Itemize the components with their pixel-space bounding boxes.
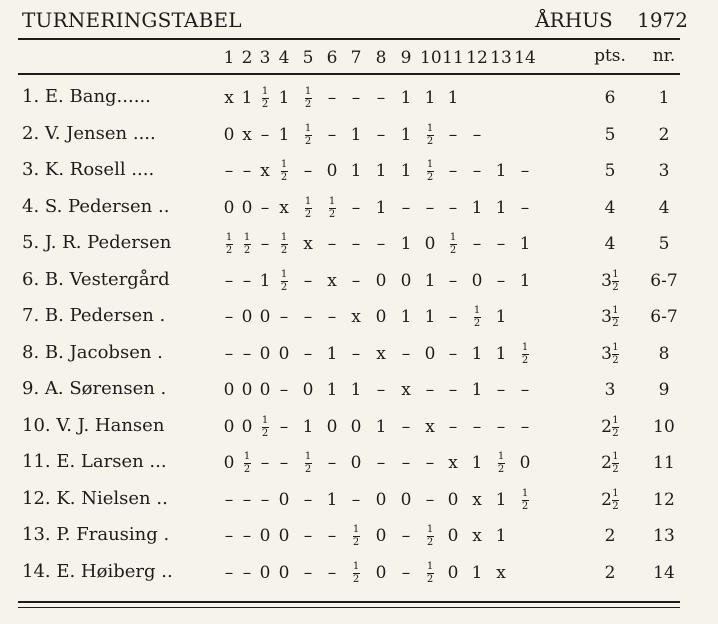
player-name: 7. B. Pedersen . bbox=[22, 305, 166, 326]
result-cell: – bbox=[448, 270, 458, 291]
result-cell: $\frac{1}{2}$ bbox=[449, 232, 457, 256]
result-cell: 0 bbox=[375, 526, 387, 546]
result-cell: 0 bbox=[447, 489, 459, 510]
result-cell: 1 bbox=[495, 161, 507, 181]
result-cell: 0 bbox=[278, 562, 290, 583]
result-cell: – bbox=[224, 307, 234, 327]
result-cell: – bbox=[401, 562, 411, 583]
result-cell: 0 bbox=[447, 526, 459, 546]
result-cell: $\frac{1}{2}$ bbox=[304, 86, 312, 110]
column-number: 9 bbox=[400, 48, 412, 68]
result-cell: 1 bbox=[350, 380, 362, 400]
result-cell: – bbox=[401, 526, 411, 546]
result-cell: – bbox=[448, 161, 458, 181]
result-cell: 0 bbox=[259, 526, 271, 546]
player-name: 5. J. R. Pedersen bbox=[22, 232, 172, 253]
table-row bbox=[0, 409, 718, 445]
result-cell: – bbox=[472, 124, 482, 145]
result-cell: 0 bbox=[519, 453, 531, 473]
result-cell: $\frac{1}{2}$ bbox=[426, 524, 434, 548]
result-cell: 0 bbox=[375, 307, 387, 327]
result-cell: 1 bbox=[471, 343, 483, 364]
points-value: 3 $\frac{1}{2}$ bbox=[601, 268, 619, 293]
result-cell: 1 bbox=[326, 343, 338, 364]
year: 1972 bbox=[637, 8, 688, 32]
result-cell: – bbox=[425, 489, 435, 510]
points-value: 2 $\frac{1}{2}$ bbox=[601, 451, 619, 475]
result-cell: 0 bbox=[326, 161, 338, 181]
column-number: 7 bbox=[350, 48, 362, 68]
result-cell: – bbox=[448, 380, 458, 400]
result-cell: $\frac{1}{2}$ bbox=[280, 268, 288, 293]
result-cell: – bbox=[327, 234, 337, 254]
result-cell: 1 bbox=[375, 416, 387, 437]
result-cell: – bbox=[448, 124, 458, 145]
result-cell: – bbox=[520, 197, 530, 218]
result-cell: 0 bbox=[241, 416, 253, 437]
table-row bbox=[0, 372, 718, 408]
result-cell: 0 bbox=[350, 416, 362, 437]
result-cell: – bbox=[242, 270, 252, 291]
player-name: 3. K. Rosell .... bbox=[22, 159, 155, 180]
points-value: 3 $\frac{1}{2}$ bbox=[601, 341, 619, 366]
result-cell: – bbox=[242, 489, 252, 510]
result-cell: 0 bbox=[424, 234, 436, 254]
nr-header: nr. bbox=[652, 46, 676, 66]
header-rule bbox=[18, 73, 680, 75]
result-cell: 0 bbox=[278, 489, 290, 510]
result-cell: – bbox=[351, 88, 361, 108]
result-cell: 1 bbox=[495, 197, 507, 218]
result-cell: – bbox=[376, 124, 386, 145]
points-value: 6 bbox=[604, 88, 616, 108]
result-cell: – bbox=[224, 526, 234, 546]
result-cell: – bbox=[425, 197, 435, 218]
result-cell: – bbox=[520, 380, 530, 400]
result-cell: 0 bbox=[223, 124, 235, 145]
result-cell: $\frac{1}{2}$ bbox=[243, 232, 251, 256]
result-cell: – bbox=[260, 197, 270, 218]
result-cell: x bbox=[260, 161, 270, 181]
table-row bbox=[0, 153, 718, 189]
result-cell: $\frac{1}{2}$ bbox=[473, 305, 481, 329]
result-cell: 1 bbox=[326, 489, 338, 510]
result-cell: x bbox=[376, 343, 386, 364]
points-value: 4 bbox=[604, 197, 616, 218]
result-cell: – bbox=[401, 453, 411, 473]
result-cell: – bbox=[425, 380, 435, 400]
result-cell: 1 bbox=[326, 380, 338, 400]
player-name: 14. E. Høiberg .. bbox=[22, 560, 173, 582]
result-cell: – bbox=[303, 343, 313, 364]
player-name: 8. B. Jacobsen . bbox=[22, 341, 163, 363]
result-cell: 0 bbox=[259, 380, 271, 400]
table-row bbox=[0, 299, 718, 335]
result-cell: – bbox=[224, 489, 234, 510]
result-cell: $\frac{1}{2}$ bbox=[261, 414, 269, 439]
result-cell: 1 bbox=[495, 526, 507, 546]
result-cell: $\frac{1}{2}$ bbox=[304, 122, 312, 147]
result-cell: x bbox=[472, 489, 482, 510]
result-cell: x bbox=[351, 307, 361, 327]
table-row bbox=[0, 445, 718, 481]
result-cell: – bbox=[242, 343, 252, 364]
result-cell: x bbox=[303, 234, 313, 254]
result-cell: 1 bbox=[471, 380, 483, 400]
result-cell: – bbox=[327, 562, 337, 583]
rank-value: 5 bbox=[658, 234, 670, 254]
result-cell: 0 bbox=[326, 416, 338, 437]
result-cell: 1 bbox=[278, 124, 290, 145]
result-cell: – bbox=[401, 343, 411, 364]
result-cell: x bbox=[425, 416, 435, 437]
table-title: TURNERINGSTABEL bbox=[22, 8, 242, 32]
result-cell: x bbox=[279, 197, 289, 218]
result-cell: 1 bbox=[471, 197, 483, 218]
rank-value: 9 bbox=[658, 380, 670, 400]
result-cell: 0 bbox=[400, 489, 412, 510]
result-cell: – bbox=[303, 161, 313, 181]
player-name: 13. P. Frausing . bbox=[22, 524, 170, 545]
result-cell: $\frac{1}{2}$ bbox=[352, 524, 360, 548]
table-row bbox=[0, 80, 718, 116]
result-cell: – bbox=[224, 562, 234, 583]
result-cell: x bbox=[472, 526, 482, 546]
result-cell: $\frac{1}{2}$ bbox=[280, 159, 288, 183]
column-number: 11 bbox=[442, 48, 464, 68]
result-cell: $\frac{1}{2}$ bbox=[521, 341, 529, 366]
result-cell: 1 bbox=[424, 88, 436, 108]
result-cell: $\frac{1}{2}$ bbox=[304, 451, 312, 475]
rank-value: 6-7 bbox=[650, 307, 678, 327]
result-cell: $\frac{1}{2}$ bbox=[304, 195, 312, 220]
points-value: 2 bbox=[604, 526, 616, 546]
result-cell: 0 bbox=[375, 489, 387, 510]
result-cell: 1 bbox=[400, 161, 412, 181]
result-cell: – bbox=[260, 489, 270, 510]
result-cell: – bbox=[520, 416, 530, 437]
result-cell: 0 bbox=[375, 270, 387, 291]
result-cell: – bbox=[279, 380, 289, 400]
result-cell: – bbox=[472, 234, 482, 254]
table-row bbox=[0, 518, 718, 554]
result-cell: 0 bbox=[259, 562, 271, 583]
result-cell: – bbox=[448, 307, 458, 327]
result-cell: – bbox=[260, 124, 270, 145]
result-cell: $\frac{1}{2}$ bbox=[426, 560, 434, 585]
column-number: 14 bbox=[514, 48, 536, 68]
column-number: 8 bbox=[375, 48, 387, 68]
result-cell: – bbox=[351, 234, 361, 254]
result-cell: $\frac{1}{2}$ bbox=[225, 232, 233, 256]
table-row bbox=[0, 263, 718, 299]
player-name: 2. V. Jensen .... bbox=[22, 122, 156, 144]
result-cell: – bbox=[242, 562, 252, 583]
result-cell: x bbox=[242, 124, 252, 145]
bottom-rule-thin bbox=[18, 607, 680, 608]
column-number: 12 bbox=[466, 48, 488, 68]
player-name: 10. V. J. Hansen bbox=[22, 414, 165, 436]
points-value: 4 bbox=[604, 234, 616, 254]
result-cell: $\frac{1}{2}$ bbox=[426, 122, 434, 147]
result-cell: – bbox=[260, 453, 270, 473]
rank-value: 2 bbox=[658, 124, 670, 145]
table-row bbox=[0, 482, 718, 518]
table-row bbox=[0, 190, 718, 226]
result-cell: 1 bbox=[471, 453, 483, 473]
player-name: 6. B. Vestergård bbox=[22, 268, 170, 290]
bottom-rule bbox=[18, 601, 680, 603]
top-rule bbox=[18, 38, 680, 40]
column-number: 10 bbox=[420, 48, 442, 68]
result-cell: – bbox=[472, 416, 482, 437]
result-cell: $\frac{1}{2}$ bbox=[352, 560, 360, 585]
rank-value: 10 bbox=[653, 416, 675, 437]
points-value: 5 bbox=[604, 124, 616, 145]
result-cell: 0 bbox=[302, 380, 314, 400]
result-cell: 0 bbox=[375, 562, 387, 583]
result-cell: – bbox=[376, 88, 386, 108]
result-cell: 1 bbox=[495, 307, 507, 327]
result-cell: 0 bbox=[447, 562, 459, 583]
rank-value: 14 bbox=[653, 562, 675, 583]
result-cell: – bbox=[327, 124, 337, 145]
result-cell: – bbox=[303, 562, 313, 583]
result-cell: 1 bbox=[424, 307, 436, 327]
points-value: 2 $\frac{1}{2}$ bbox=[601, 487, 619, 512]
rank-value: 8 bbox=[658, 343, 670, 364]
result-cell: 1 bbox=[400, 124, 412, 145]
result-cell: – bbox=[401, 197, 411, 218]
result-cell: 1 bbox=[471, 562, 483, 583]
result-cell: – bbox=[327, 88, 337, 108]
player-name: 1. E. Bang...... bbox=[22, 86, 151, 107]
result-cell: x bbox=[401, 380, 411, 400]
result-cell: 0 bbox=[278, 343, 290, 364]
result-cell: – bbox=[351, 489, 361, 510]
result-cell: $\frac{1}{2}$ bbox=[521, 487, 529, 512]
table-row bbox=[0, 117, 718, 153]
player-name: 12. K. Nielsen .. bbox=[22, 487, 168, 509]
result-cell: $\frac{1}{2}$ bbox=[280, 232, 288, 256]
points-value: 5 bbox=[604, 161, 616, 181]
result-cell: – bbox=[425, 453, 435, 473]
column-number: 4 bbox=[278, 48, 290, 68]
result-cell: $\frac{1}{2}$ bbox=[426, 159, 434, 183]
result-cell: x bbox=[496, 562, 506, 583]
result-cell: x bbox=[327, 270, 337, 291]
result-cell: $\frac{1}{2}$ bbox=[243, 451, 251, 475]
result-cell: – bbox=[376, 234, 386, 254]
result-cell: $\frac{1}{2}$ bbox=[497, 451, 505, 475]
result-cell: 1 bbox=[375, 197, 387, 218]
result-cell: 0 bbox=[241, 380, 253, 400]
result-cell: – bbox=[520, 161, 530, 181]
rank-value: 4 bbox=[658, 197, 670, 218]
result-cell: – bbox=[448, 197, 458, 218]
title-location-year bbox=[517, 8, 688, 32]
result-cell: 1 bbox=[495, 343, 507, 364]
result-cell: 1 bbox=[350, 124, 362, 145]
result-cell: – bbox=[242, 526, 252, 546]
rank-value: 6-7 bbox=[650, 270, 678, 291]
result-cell: x bbox=[224, 88, 234, 108]
result-cell: 1 bbox=[424, 270, 436, 291]
title-row bbox=[18, 8, 688, 34]
result-cell: 1 bbox=[302, 416, 314, 437]
result-cell: – bbox=[376, 380, 386, 400]
points-value: 3 $\frac{1}{2}$ bbox=[601, 305, 619, 329]
result-cell: – bbox=[303, 270, 313, 291]
result-cell: 0 bbox=[400, 270, 412, 291]
result-cell: 1 bbox=[519, 234, 531, 254]
result-cell: – bbox=[472, 161, 482, 181]
result-cell: 1 bbox=[259, 270, 271, 291]
result-cell: 1 bbox=[519, 270, 531, 291]
rank-value: 3 bbox=[658, 161, 670, 181]
rank-value: 1 bbox=[658, 88, 670, 108]
rank-value: 11 bbox=[653, 453, 675, 473]
city: ÅRHUS bbox=[535, 8, 613, 32]
column-number: 3 bbox=[259, 48, 271, 68]
result-cell: 0 bbox=[223, 416, 235, 437]
result-cell: $\frac{1}{2}$ bbox=[328, 195, 336, 220]
rank-value: 12 bbox=[653, 489, 675, 510]
column-number: 13 bbox=[490, 48, 512, 68]
result-cell: 0 bbox=[241, 307, 253, 327]
result-cell: 0 bbox=[424, 343, 436, 364]
result-cell: 0 bbox=[471, 270, 483, 291]
pts-header: pts. bbox=[594, 46, 626, 66]
result-cell: – bbox=[279, 307, 289, 327]
result-cell: – bbox=[303, 307, 313, 327]
column-number: 1 bbox=[223, 48, 235, 68]
rank-value: 13 bbox=[653, 526, 675, 546]
result-cell: – bbox=[224, 343, 234, 364]
result-cell: 1 bbox=[278, 88, 290, 108]
result-cell: – bbox=[224, 270, 234, 291]
result-cell: – bbox=[327, 307, 337, 327]
points-value: 3 bbox=[604, 380, 616, 400]
result-cell: x bbox=[448, 453, 458, 473]
result-cell: – bbox=[327, 453, 337, 473]
result-cell: – bbox=[448, 416, 458, 437]
result-cell: – bbox=[376, 453, 386, 473]
result-cell: – bbox=[279, 453, 289, 473]
result-cell: 1 bbox=[400, 307, 412, 327]
result-cell: 1 bbox=[350, 161, 362, 181]
points-value: 2 $\frac{1}{2}$ bbox=[601, 414, 619, 439]
result-cell: 1 bbox=[400, 88, 412, 108]
player-name: 4. S. Pedersen .. bbox=[22, 195, 170, 217]
result-cell: – bbox=[496, 416, 506, 437]
result-cell: 0 bbox=[350, 453, 362, 473]
result-cell: 0 bbox=[223, 197, 235, 218]
points-value: 2 bbox=[604, 562, 616, 583]
player-name: 11. E. Larsen ... bbox=[22, 451, 167, 472]
result-cell: – bbox=[496, 234, 506, 254]
result-cell: – bbox=[496, 380, 506, 400]
result-cell: 0 bbox=[259, 307, 271, 327]
result-cell: – bbox=[401, 416, 411, 437]
table-row bbox=[0, 226, 718, 262]
table-row bbox=[0, 336, 718, 372]
result-cell: – bbox=[496, 270, 506, 291]
result-cell: – bbox=[351, 197, 361, 218]
result-cell: – bbox=[279, 416, 289, 437]
column-number: 2 bbox=[241, 48, 253, 68]
result-cell: 1 bbox=[241, 88, 253, 108]
table-row bbox=[0, 555, 718, 591]
result-cell: 0 bbox=[278, 526, 290, 546]
column-number: 6 bbox=[326, 48, 338, 68]
result-cell: 0 bbox=[241, 197, 253, 218]
result-cell: 1 bbox=[495, 489, 507, 510]
result-cell: 1 bbox=[447, 88, 459, 108]
result-cell: 0 bbox=[259, 343, 271, 364]
result-cell: $\frac{1}{2}$ bbox=[261, 86, 269, 110]
result-cell: – bbox=[303, 526, 313, 546]
column-number: 5 bbox=[302, 48, 314, 68]
result-cell: 1 bbox=[400, 234, 412, 254]
player-name: 9. A. Sørensen . bbox=[22, 378, 167, 399]
result-cell: – bbox=[260, 234, 270, 254]
result-cell: 1 bbox=[375, 161, 387, 181]
result-cell: – bbox=[448, 343, 458, 364]
result-cell: – bbox=[303, 489, 313, 510]
result-cell: 0 bbox=[223, 380, 235, 400]
result-cell: – bbox=[327, 526, 337, 546]
result-cell: – bbox=[224, 161, 234, 181]
result-cell: 0 bbox=[223, 453, 235, 473]
result-cell: – bbox=[351, 270, 361, 291]
result-cell: – bbox=[242, 161, 252, 181]
result-cell: – bbox=[351, 343, 361, 364]
